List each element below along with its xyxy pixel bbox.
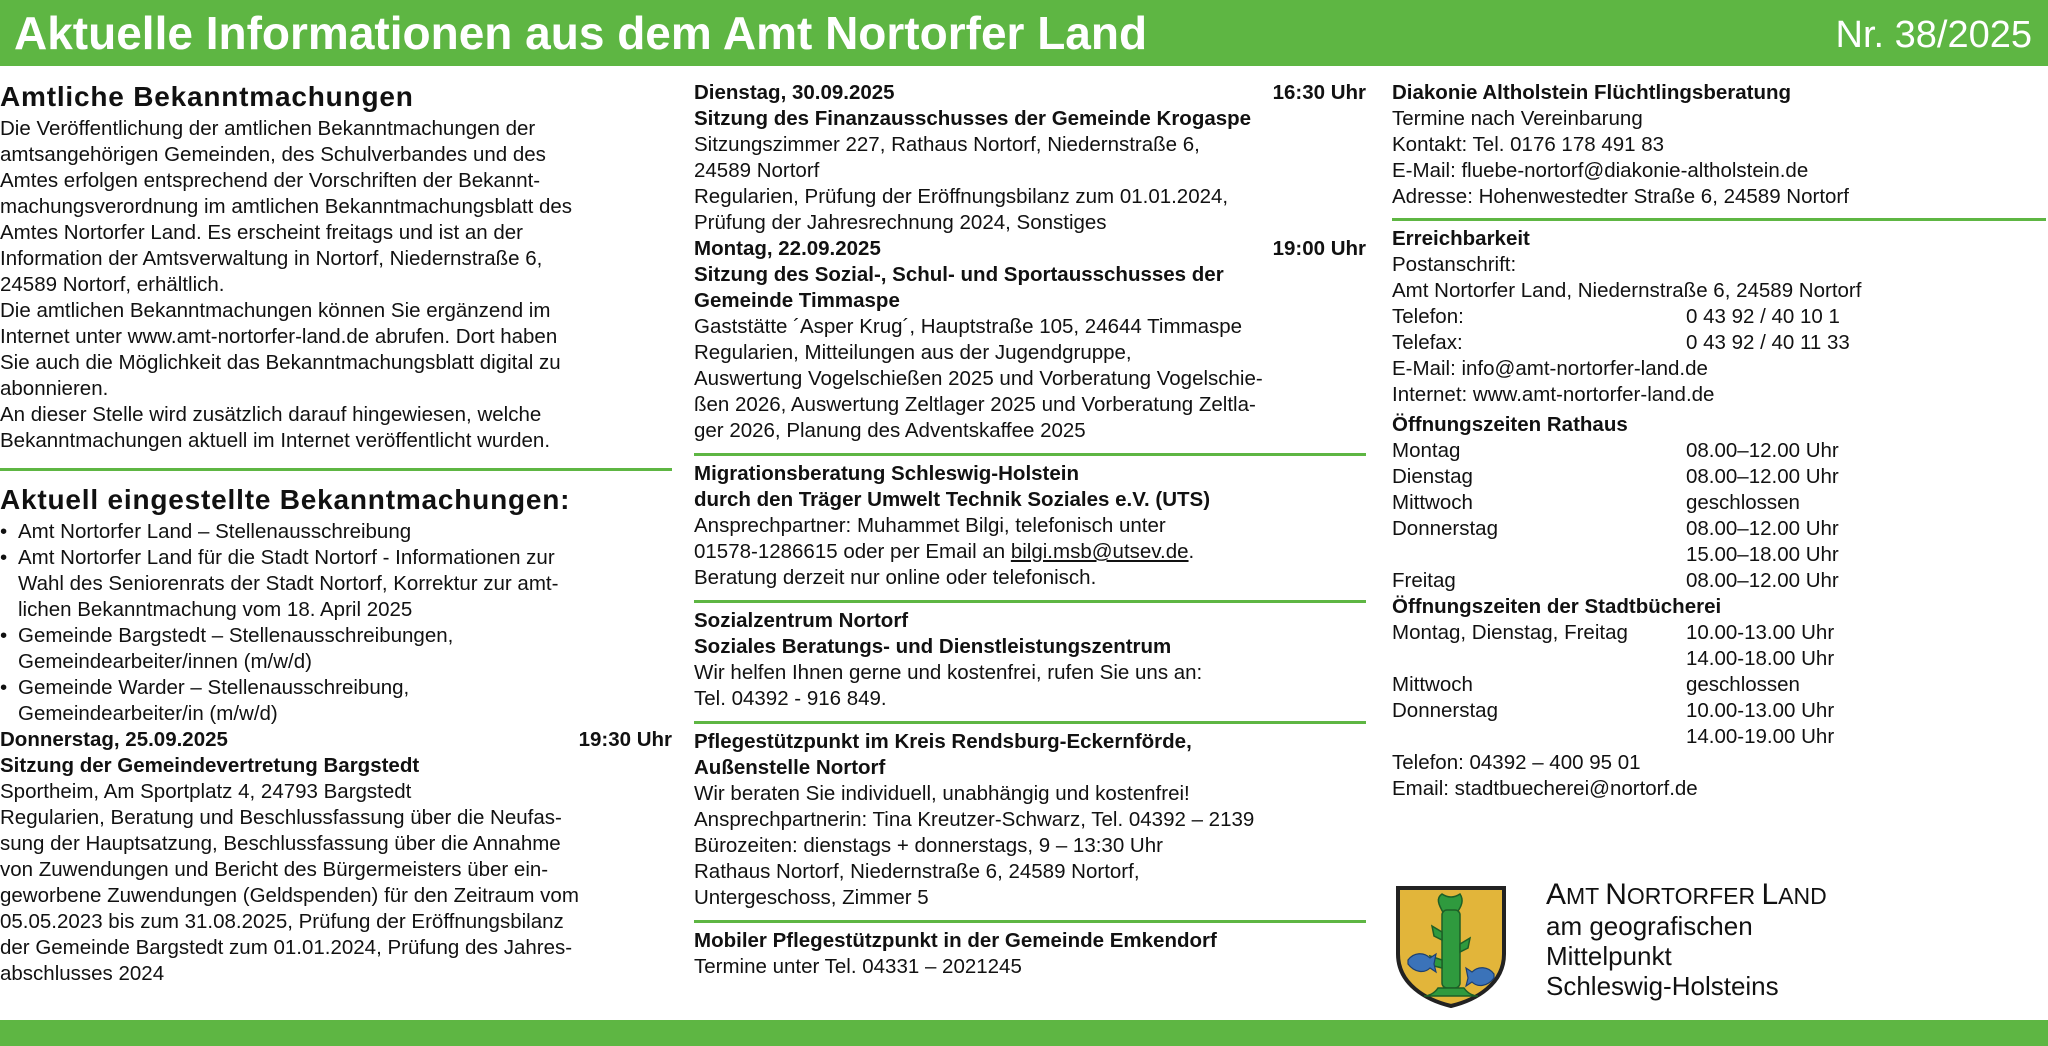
hours-row: Mittwoch geschlossen	[1392, 491, 1800, 514]
text-line: Gaststätte ´Asper Krug´, Hauptstraße 105, 24644 Timmaspe	[694, 315, 1243, 338]
column-middle	[694, 80, 1366, 980]
text-line: E-Mail: fluebe-nortorf@diakonie-altholstein.de	[1392, 159, 1809, 182]
intro-text	[0, 116, 672, 454]
text-line: Telefon: 04392 – 400 95 01	[1392, 751, 1641, 774]
fax-row: Telefax: 0 43 92 / 40 11 33	[1392, 331, 1850, 354]
text-line: Information der Amtsverwaltung in Nortorf, Niedernstraße 6,	[0, 247, 543, 270]
text-line: 24589 Nortorf, erhältlich.	[0, 273, 225, 296]
text-line: abschlusses 2024	[0, 962, 165, 985]
text-line: abonnieren.	[0, 377, 109, 400]
erreichbarkeit-section	[1392, 226, 2046, 408]
sozialzentrum-section	[694, 608, 1366, 712]
text-line: 24589 Nortorf	[694, 159, 820, 182]
text-line: Sitzungszimmer 227, Rathaus Nortorf, Niedernstraße 6,	[694, 133, 1200, 156]
section-title: Soziales Beratungs- und Dienstleistungszentrum	[694, 635, 1172, 658]
meeting-bargstedt	[0, 727, 672, 987]
text-line: der Gemeinde Bargstedt zum 01.01.2024, Prüfung des Jahres-	[0, 936, 573, 959]
text-line: amtsangehörigen Gemeinden, des Schulverbandes und des	[0, 143, 546, 166]
hours-row: 14.00-19.00 Uhr	[1686, 725, 1835, 748]
meeting-date: Donnerstag, 25.09.2025	[0, 728, 228, 751]
diakonie-section	[1392, 80, 2046, 210]
tagline-line: am geografischen	[1546, 911, 1753, 941]
meeting-krogaspe	[694, 80, 1366, 236]
website-line: Internet: www.amt-nortorfer-land.de	[1392, 383, 1715, 406]
list-item[interactable]: • Gemeinde Bargstedt – Stellenausschreibungen, Gemeindearbeiter/innen (m/w/d)	[0, 623, 672, 675]
text-line: Beratung derzeit nur online oder telefonisch.	[694, 566, 1097, 589]
text-line: Postanschrift:	[1392, 253, 1517, 276]
meeting-date: Dienstag, 30.09.2025	[694, 81, 895, 104]
tagline-line: Mittelpunkt	[1546, 941, 1672, 971]
divider	[694, 600, 1366, 603]
issue-number: Nr. 38/2025	[1835, 14, 2032, 56]
text-line: machungsverordnung im amtlichen Bekanntmachungsblatt des	[0, 195, 573, 218]
text-line: von Zuwendungen und Bericht des Bürgermeisters über ein-	[0, 858, 549, 881]
meeting-location: Sportheim, Am Sportplatz 4, 24793 Bargstedt	[0, 780, 412, 803]
text-line: Adresse: Hohenwestedter Straße 6, 24589 Nortorf	[1392, 185, 1849, 208]
meeting-title: Sitzung des Finanzausschusses der Gemeinde Krogaspe	[694, 107, 1252, 130]
section-title: Erreichbarkeit	[1392, 227, 1530, 250]
section-title: Diakonie Altholstein Flüchtlingsberatung	[1392, 81, 1792, 104]
text-line: Sie auch die Möglichkeit das Bekanntmachungsblatt digital zu	[0, 351, 561, 374]
section-title: Öffnungszeiten der Stadtbücherei	[1392, 595, 1722, 618]
page-title: Aktuelle Informationen aus dem Amt Nortorfer Land	[14, 7, 1148, 59]
hours-row: Freitag 08.00–12.00 Uhr	[1392, 569, 1839, 592]
text-line: ßen 2026, Auswertung Zeltlager 2025 und Vorberatung Zeltla-	[694, 393, 1256, 416]
email-link[interactable]: bilgi.msb@utsev.de	[1010, 540, 1189, 563]
text-line: Termine nach Vereinbarung	[1392, 107, 1643, 130]
section-title: Pflegestützpunkt im Kreis Rendsburg-Eckernförde,	[694, 730, 1192, 753]
text-line: Bürozeiten: dienstags + donnerstags, 9 – 13:30 Uhr	[694, 834, 1163, 857]
coat-of-arms-logo	[1394, 884, 1508, 1008]
list-item[interactable]: • Gemeinde Warder – Stellenausschreibung, Gemeindearbeiter/in (m/w/d)	[0, 675, 672, 727]
column-right	[1392, 80, 2046, 802]
meeting-time: 19:00 Uhr	[1272, 237, 1366, 260]
buecherei-hours	[1392, 594, 2046, 802]
mobil-section	[694, 928, 1366, 980]
text-line: Ansprechpartnerin: Tina Kreutzer-Schwarz, Tel. 04392 – 2139	[694, 808, 1255, 831]
text-line: Wir beraten Sie individuell, unabhängig und kostenfrei!	[694, 782, 1190, 805]
meeting-time: 19:30 Uhr	[578, 728, 672, 751]
email-line: E-Mail: info@amt-nortorfer-land.de	[1392, 357, 1708, 380]
text-line: Prüfung der Jahresrechnung 2024, Sonstiges	[694, 211, 1107, 234]
organization-name: AMT NORTORFER LAND	[1546, 878, 1827, 911]
text-line: Untergeschoss, Zimmer 5	[694, 886, 929, 909]
migration-section	[694, 461, 1366, 591]
meeting-timmaspe	[694, 236, 1366, 444]
text-line: Die amtlichen Bekanntmachungen können Sie ergänzend im	[0, 299, 551, 322]
divider	[694, 920, 1366, 923]
section-title: Migrationsberatung Schleswig-Holstein	[694, 462, 1079, 485]
text-line: Wir helfen Ihnen gerne und kostenfrei, rufen Sie uns an:	[694, 661, 1203, 684]
text-line: Bekanntmachungen aktuell im Internet veröffentlicht wurden.	[0, 429, 551, 452]
text-line: Regularien, Mitteilungen aus der Jugendgruppe,	[694, 341, 1132, 364]
hours-row: 15.00–18.00 Uhr	[1686, 543, 1839, 566]
footer-bar	[0, 1020, 2048, 1046]
meeting-title: Sitzung des Sozial-, Schul- und Sportausschusses der	[694, 263, 1224, 286]
text-line: Termine unter Tel. 04331 – 2021245	[694, 955, 1022, 978]
meeting-title: Sitzung der Gemeindevertretung Bargstedt	[0, 754, 420, 777]
divider	[694, 721, 1366, 724]
text-line: Rathaus Nortorf, Niedernstraße 6, 24589 Nortorf,	[694, 860, 1140, 883]
hours-row: 14.00-18.00 Uhr	[1686, 647, 1835, 670]
header-banner	[0, 0, 2048, 66]
section-heading-aktuell: Aktuell eingestellte Bekanntmachungen:	[0, 484, 571, 515]
section-title: Mobiler Pflegestützpunkt in der Gemeinde Emkendorf	[694, 929, 1217, 952]
column-left	[0, 80, 672, 987]
meeting-date: Montag, 22.09.2025	[694, 237, 881, 260]
tagline-line: Schleswig-Holsteins	[1546, 971, 1779, 1001]
text-line: Tel. 04392 - 916 849.	[694, 687, 887, 710]
text-line: 05.05.2023 bis zum 31.08.2025, Prüfung der Eröffnungsbilanz	[0, 910, 564, 933]
hours-row: Montag, Dienstag, Freitag 10.00-13.00 Uhr	[1392, 621, 1835, 644]
text-line: 01578-1286615 oder per Email an bilgi.msb@utsev.de.	[694, 540, 1195, 563]
text-line: Regularien, Beratung und Beschlussfassung über die Neufas-	[0, 806, 562, 829]
text-line: An dieser Stelle wird zusätzlich darauf hingewiesen, welche	[0, 403, 542, 426]
text-line: Regularien, Prüfung der Eröffnungsbilanz zum 01.01.2024,	[694, 185, 1229, 208]
text-line: Email: stadtbuecherei@nortorf.de	[1392, 777, 1698, 800]
section-title: Außenstelle Nortorf	[694, 756, 886, 779]
text-line: Amtes Nortorfer Land. Es erscheint freitags und ist an der	[0, 221, 524, 244]
divider	[1392, 218, 2046, 221]
hours-row: Donnerstag 08.00–12.00 Uhr	[1392, 517, 1839, 540]
rathaus-hours	[1392, 412, 2046, 594]
text-line: Internet unter www.amt-nortorfer-land.de abrufen. Dort haben	[0, 325, 558, 348]
list-item[interactable]: • Amt Nortorfer Land für die Stadt Nortorf - Informationen zur Wahl des Seniorenrats der Stadt Nortorf, Korrektur zur amt- lichen Bekanntmachung vom 18. April 2025	[0, 545, 672, 623]
pflege-section	[694, 729, 1366, 911]
divider	[694, 453, 1366, 456]
text-line: sung der Hauptsatzung, Beschlussfassung über die Annahme	[0, 832, 561, 855]
hours-row: Mittwoch geschlossen	[1392, 673, 1800, 696]
logo-text	[1546, 880, 1827, 1001]
text-line: Auswertung Vogelschießen 2025 und Vorberatung Vogelschie-	[694, 367, 1263, 390]
section-heading-amtliche: Amtliche Bekanntmachungen	[0, 81, 414, 112]
divider	[0, 468, 672, 471]
text-line: Kontakt: Tel. 0176 178 491 83	[1392, 133, 1665, 156]
meeting-time: 16:30 Uhr	[1272, 81, 1366, 104]
section-title: Sozialzentrum Nortorf	[694, 609, 909, 632]
text-line: geworbene Zuwendungen (Geldspenden) für den Zeitraum vom	[0, 884, 579, 907]
list-item[interactable]: • Amt Nortorfer Land – Stellenausschreibung	[0, 519, 672, 545]
text-line: Die Veröffentlichung der amtlichen Bekanntmachungen der	[0, 117, 536, 140]
text-line: ger 2026, Planung des Adventskaffee 2025	[694, 419, 1086, 442]
section-title: Öffnungszeiten Rathaus	[1392, 413, 1628, 436]
meeting-title: Gemeinde Timmaspe	[694, 289, 900, 312]
hours-row: Dienstag 08.00–12.00 Uhr	[1392, 465, 1839, 488]
hours-row: Donnerstag 10.00-13.00 Uhr	[1392, 699, 1835, 722]
hours-row: Montag 08.00–12.00 Uhr	[1392, 439, 1839, 462]
text-line: Amt Nortorfer Land, Niedernstraße 6, 24589 Nortorf	[1392, 279, 1862, 302]
section-title: durch den Träger Umwelt Technik Soziales e.V. (UTS)	[694, 488, 1211, 511]
phone-row: Telefon: 0 43 92 / 40 10 1	[1392, 305, 1840, 328]
text-line: Amtes erfolgen entsprechend der Vorschriften der Bekannt-	[0, 169, 541, 192]
bulletin-list	[0, 519, 672, 727]
text-line: Ansprechpartner: Muhammet Bilgi, telefonisch unter	[694, 514, 1166, 537]
